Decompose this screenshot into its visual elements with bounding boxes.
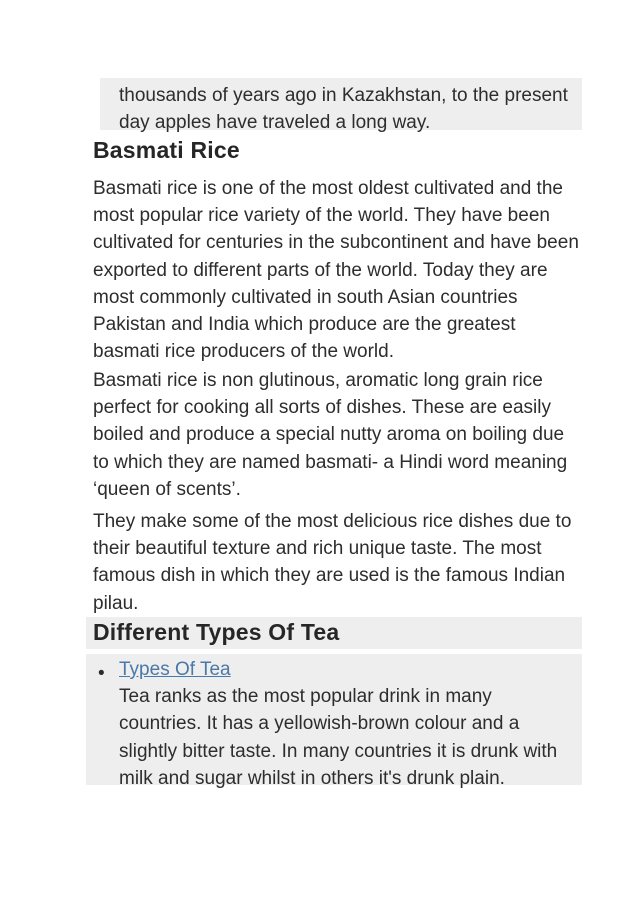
tea-heading: Different Types Of Tea bbox=[93, 619, 340, 645]
basmati-paragraph-2: Basmati rice is non glutinous, aromatic long grain rice perfect for cooking all sorts of dishes. These are easily boiled and produce a special nutty aroma on boiling due to which they are named basmati- a Hindi word meaning ‘queen of scents’. bbox=[93, 370, 568, 500]
list-item bbox=[119, 656, 579, 792]
intro-text: thousands of years ago in Kazakhstan, to the present day apples have traveled a long way. bbox=[119, 85, 568, 133]
types-of-tea-link[interactable]: Types Of Tea bbox=[119, 659, 231, 680]
basmati-paragraph-3: They make some of the most delicious rice dishes due to their beautiful texture and rich unique taste. The most famous dish in which they are used is the famous Indian pilau. bbox=[93, 511, 572, 614]
basmati-heading: Basmati Rice bbox=[93, 137, 240, 163]
tea-item-text: Tea ranks as the most popular drink in many countries. It has a yellowish-brown colour and a slightly bitter taste. In many countries it is drunk with milk and sugar whilst in others it's drunk plain. bbox=[119, 686, 558, 789]
basmati-paragraph-1: Basmati rice is one of the most oldest cultivated and the most popular rice variety of the world. They have been cultivated for centuries in the subcontinent and have been exported to different parts of the world. Today they are most commonly cultivated in south Asian countries Pakistan and India which produce are the greatest basmati rice producers of the world. bbox=[93, 178, 579, 363]
list-bullet: • bbox=[98, 663, 105, 684]
intro-block bbox=[100, 78, 582, 133]
